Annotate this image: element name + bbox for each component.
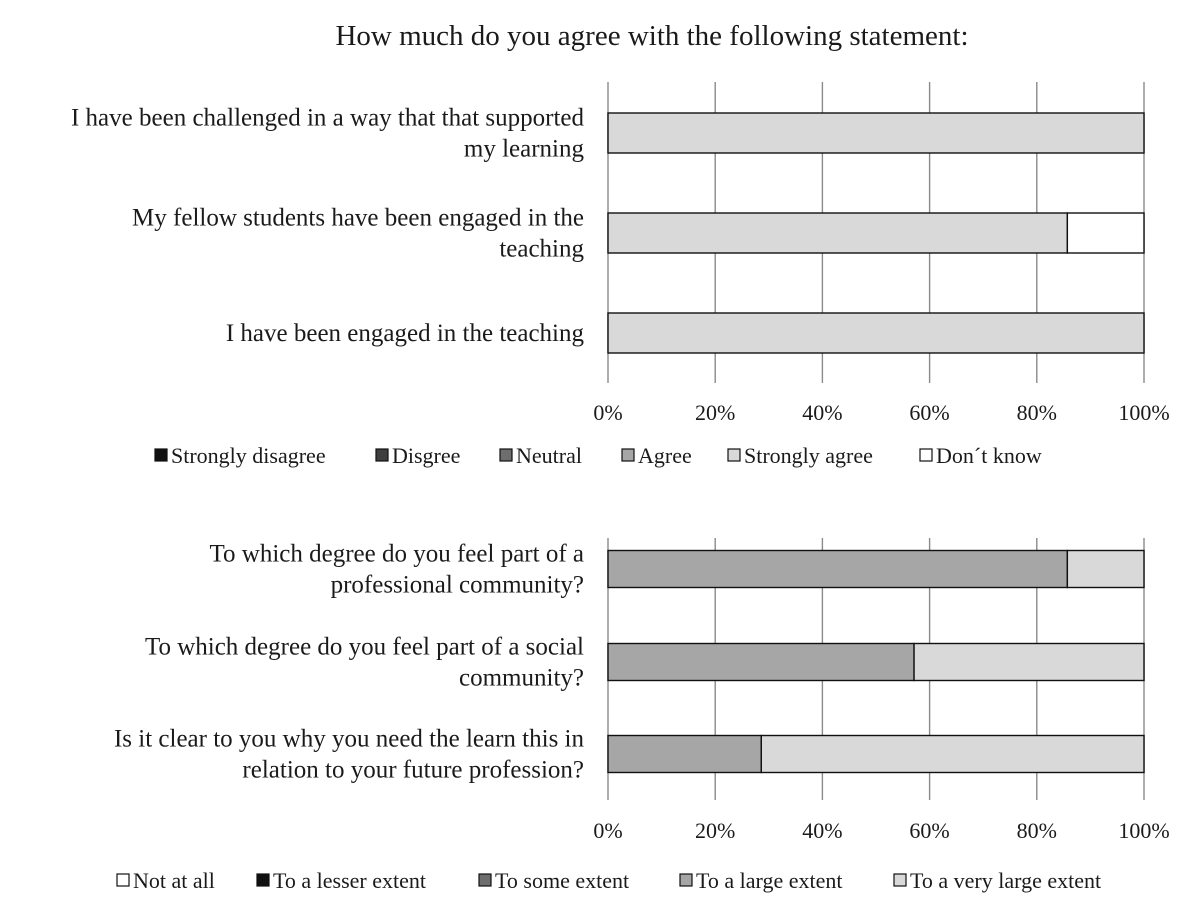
- x-tick-label: 0%: [593, 818, 623, 843]
- legend-label: Don´t know: [936, 443, 1042, 468]
- legend-label: Strongly agree: [744, 443, 873, 468]
- x-tick-label: 100%: [1118, 400, 1170, 425]
- chart-title: How much do you agree with the following statement:: [335, 20, 969, 52]
- bar-segment: [914, 644, 1144, 681]
- x-tick-label: 60%: [909, 400, 950, 425]
- category-label: I have been engaged in the teaching: [225, 320, 584, 347]
- category-label: professional community?: [330, 571, 584, 599]
- legend-swatch: [622, 449, 634, 461]
- legend-swatch: [728, 449, 740, 461]
- legend-swatch: [117, 874, 129, 886]
- legend-label: Not at all: [133, 868, 215, 893]
- category-label: community?: [459, 664, 584, 692]
- legend-swatch: [920, 449, 932, 461]
- legend-label: Disgree: [392, 443, 461, 468]
- category-label: Is it clear to you why you need the learn this in: [113, 725, 584, 753]
- x-tick-label: 0%: [593, 400, 623, 425]
- category-label: teaching: [499, 235, 584, 263]
- legend-label: To some extent: [495, 868, 630, 893]
- category-label: To which degree do you feel part of a social: [144, 633, 584, 661]
- legend-label: To a lesser extent: [273, 868, 427, 893]
- chart-1: [71, 20, 1170, 468]
- category-label: relation to your future profession?: [242, 756, 584, 784]
- x-tick-label: 20%: [695, 400, 736, 425]
- legend-swatch: [680, 874, 692, 886]
- chart-2: [114, 538, 1170, 893]
- legend-swatch: [894, 874, 906, 886]
- category-label: To which degree do you feel part of a: [209, 540, 584, 568]
- category-label: my learning: [463, 135, 584, 163]
- bar-segment: [608, 313, 1144, 353]
- legend-swatch: [155, 449, 167, 461]
- x-tick-label: 40%: [802, 400, 843, 425]
- bar-segment: [1067, 551, 1144, 588]
- legend-swatch: [257, 874, 269, 886]
- bar-segment: [608, 113, 1144, 153]
- bar-segment: [761, 736, 1144, 773]
- legend-label: To a large extent: [696, 868, 843, 893]
- legend-label: Strongly disagree: [171, 443, 326, 468]
- legend-swatch: [500, 449, 512, 461]
- x-tick-label: 40%: [802, 818, 843, 843]
- x-tick-label: 80%: [1016, 400, 1057, 425]
- x-tick-label: 20%: [695, 818, 736, 843]
- x-tick-label: 80%: [1016, 818, 1057, 843]
- category-label: My fellow students have been engaged in the: [132, 204, 584, 232]
- bar-segment: [608, 213, 1067, 253]
- bar-segment: [608, 736, 761, 773]
- x-tick-label: 60%: [909, 818, 950, 843]
- bar-segment: [1067, 213, 1144, 253]
- legend-swatch: [376, 449, 388, 461]
- legend-label: Neutral: [516, 443, 582, 468]
- x-tick-label: 100%: [1118, 818, 1170, 843]
- category-label: I have been challenged in a way that that supported: [70, 104, 584, 132]
- legend-label: To a very large extent: [910, 868, 1102, 893]
- bar-segment: [608, 644, 914, 681]
- bar-segment: [608, 551, 1067, 588]
- legend-swatch: [479, 874, 491, 886]
- legend-label: Agree: [638, 443, 692, 468]
